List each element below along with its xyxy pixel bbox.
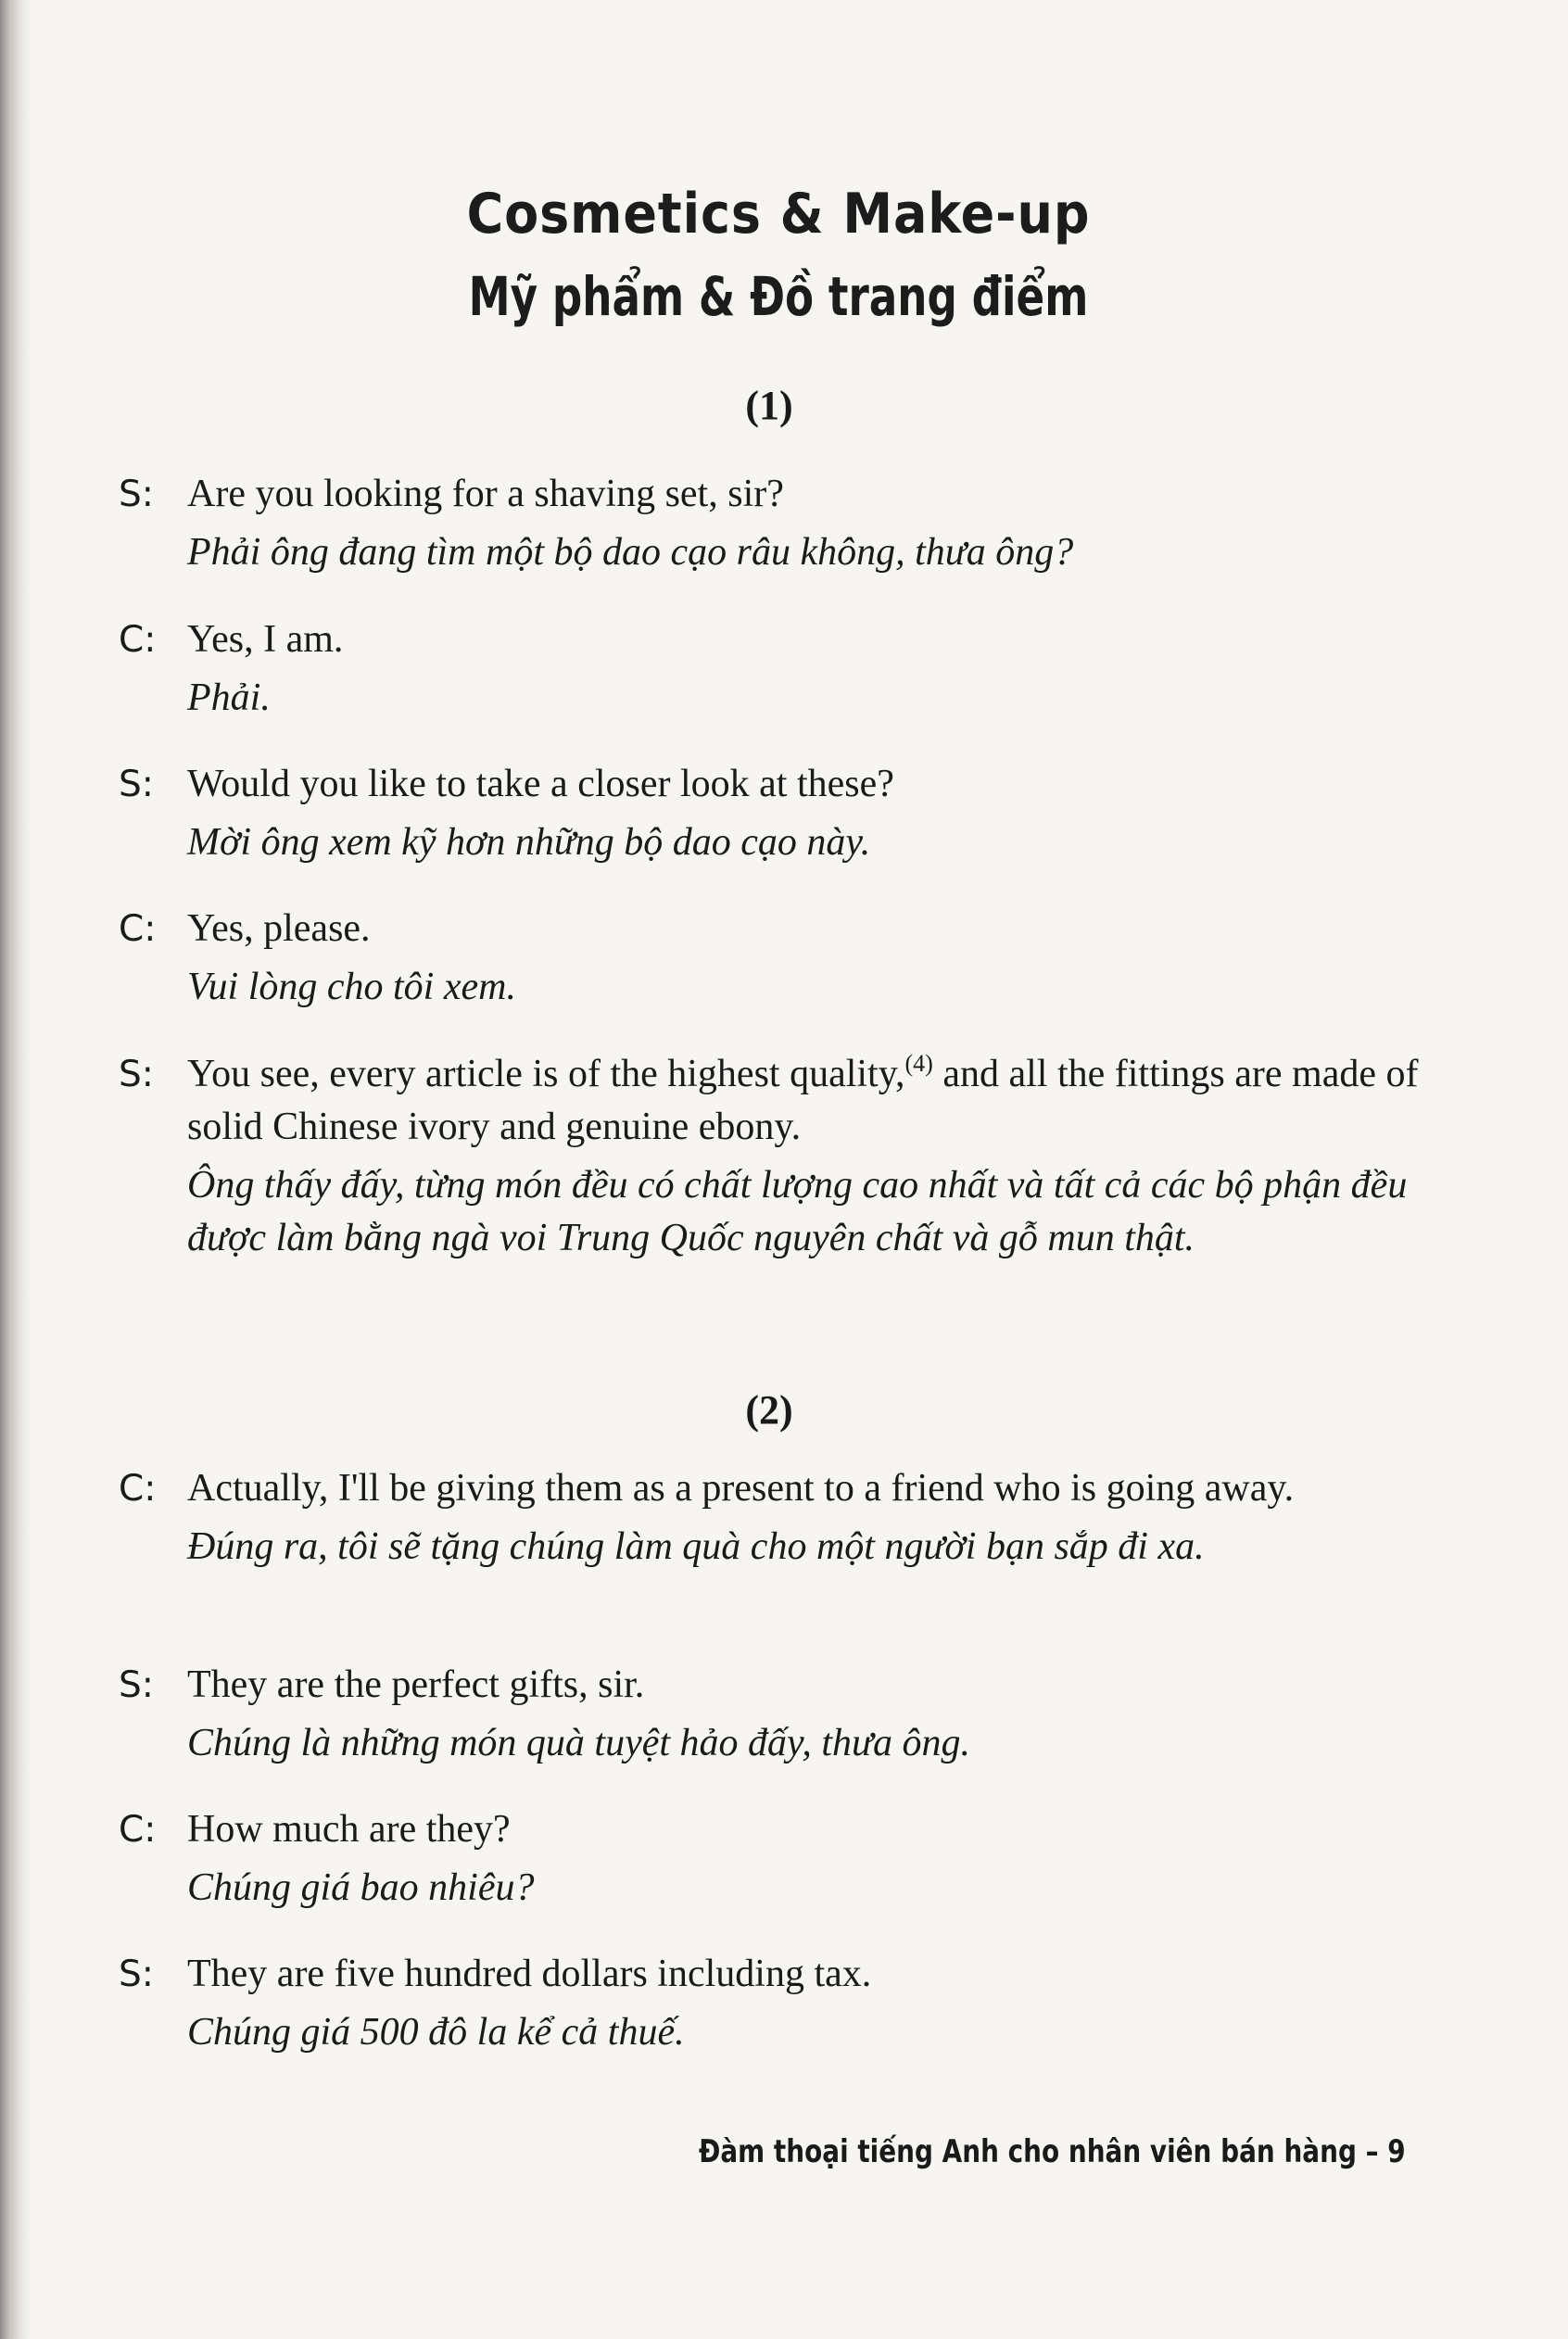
- vietnamese-translation: Đúng ra, tôi sẽ tặng chúng làm quà cho một người bạn sắp đi xa.: [187, 1525, 1205, 1568]
- vietnamese-translation: Mời ông xem kỹ hơn những bộ dao cạo này.: [187, 821, 871, 864]
- speaker-label: C:: [119, 1468, 157, 1510]
- dialogue-entry: [119, 1948, 1435, 2059]
- english-line: Actually, I'll be giving them as a present to a friend who is going away.: [187, 1467, 1295, 1510]
- footer-separator: –: [1365, 2133, 1379, 2170]
- page-footer: [699, 2133, 1406, 2170]
- footnote-marker: (4): [904, 1050, 933, 1077]
- english-line: Are you looking for a shaving set, sir?: [187, 473, 784, 515]
- speaker-label: S:: [119, 1953, 154, 1995]
- vietnamese-translation: Phải.: [187, 676, 271, 719]
- speaker-label: S:: [119, 474, 154, 515]
- english-line: Yes, I am.: [187, 618, 344, 661]
- dialogue-entry: [119, 468, 1435, 579]
- english-text-before-note: You see, every article is of the highest quality,: [187, 1053, 905, 1095]
- dialogue-entry: [119, 1659, 1435, 1770]
- dialogue-entry: [119, 903, 1435, 1014]
- dialogue-entry: [119, 1803, 1435, 1915]
- english-line: [187, 1048, 1435, 1154]
- vietnamese-translation: Phải ông đang tìm một bộ dao cạo râu không, thưa ông?: [187, 531, 1074, 574]
- section-number-2: (2): [745, 1387, 793, 1433]
- section-number-1: (1): [745, 383, 793, 428]
- speaker-label: C:: [119, 1809, 157, 1851]
- vietnamese-translation: Vui lòng cho tôi xem.: [187, 966, 516, 1008]
- english-line: They are the perfect gifts, sir.: [187, 1663, 645, 1706]
- vietnamese-translation: Chúng là những món quà tuyệt hảo đấy, thưa ông.: [187, 1722, 970, 1764]
- vietnamese-translation: Chúng giá bao nhiêu?: [187, 1866, 535, 1909]
- dialogue-entry: [119, 613, 1435, 725]
- speaker-label: S:: [119, 764, 154, 805]
- dialogue-entry: [119, 758, 1435, 869]
- speaker-label: C:: [119, 619, 157, 661]
- english-line: Yes, please.: [187, 907, 371, 950]
- page-number: 9: [1387, 2133, 1406, 2170]
- dialogue-entry: [119, 1048, 1435, 1265]
- english-line: Would you like to take a closer look at these?: [187, 763, 894, 805]
- speaker-label: S:: [119, 1054, 154, 1095]
- vietnamese-translation: Ông thấy đấy, từng món đều có chất lượng cao nhất và tất cả các bộ phận đều được làm bằng ngà voi Trung Quốc nguyên chất và gỗ mun thật.: [187, 1164, 1408, 1259]
- running-book-title: Đàm thoại tiếng Anh cho nhân viên bán hàng: [699, 2133, 1357, 2170]
- page-binding-edge: [0, 0, 32, 2339]
- vietnamese-translation: Chúng giá 500 đô la kể cả thuế.: [187, 2011, 685, 2054]
- english-line: They are five hundred dollars including tax.: [187, 1953, 872, 1995]
- speaker-label: S:: [119, 1664, 154, 1706]
- speaker-label: C:: [119, 908, 157, 950]
- english-text-after-note: and all the fittings are made of solid Chinese ivory and genuine ebony.: [187, 1053, 1419, 1148]
- page-title-english: Cosmetics & Make-up: [466, 182, 1091, 247]
- page-title-vietnamese: Mỹ phẩm & Đồ trang điểm: [468, 265, 1089, 328]
- dialogue-entry: [119, 1462, 1435, 1574]
- english-line: How much are they?: [187, 1808, 511, 1851]
